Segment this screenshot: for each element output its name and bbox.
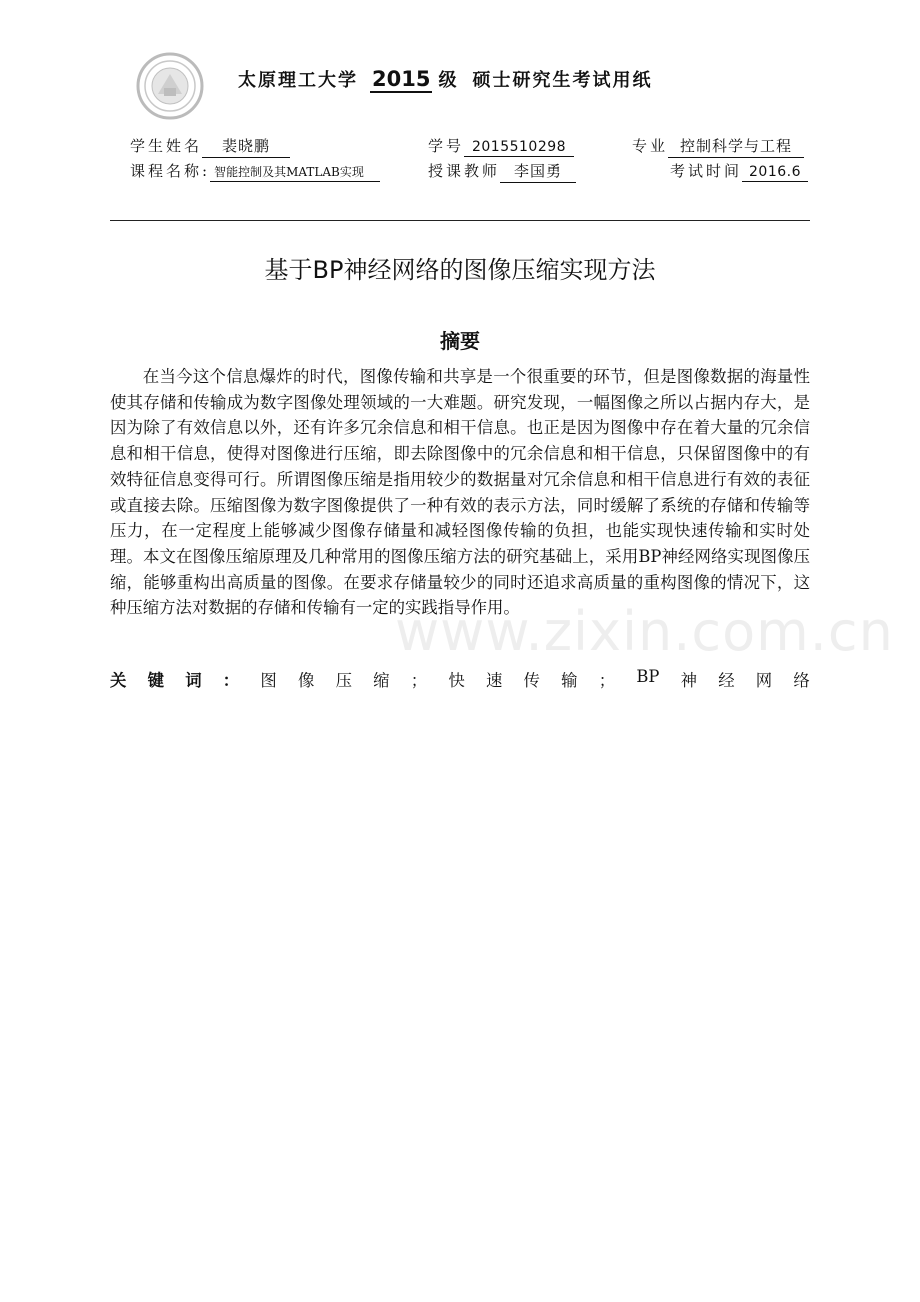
student-info-row <box>130 135 810 159</box>
student-name-value: 裴晓鹏 <box>202 135 290 158</box>
keyword-char: 经 <box>718 671 735 690</box>
admission-year: 2015 <box>372 67 431 91</box>
keyword-char: 输 <box>561 671 578 690</box>
keyword-char: 神 <box>680 671 697 690</box>
university-name: 太原理工大学 <box>238 70 358 91</box>
exam-paper-header <box>238 66 652 100</box>
grade-suffix: 级 <box>438 70 459 91</box>
major-value: 控制科学与工程 <box>668 135 804 158</box>
keyword-char: 网 <box>755 671 773 690</box>
teacher-value: 李国勇 <box>500 160 576 183</box>
keyword-char: 速 <box>485 671 503 690</box>
keyword-char: 快 <box>448 671 465 690</box>
major-field <box>632 135 804 158</box>
watermark: www.zixin.com.cn <box>395 600 894 663</box>
teacher-label: 授课教师 <box>428 162 501 180</box>
course-value: 智能控制及其MATLAB实现 <box>210 163 380 182</box>
exam-time-value: 2016.6 <box>742 164 808 182</box>
university-seal-logo <box>136 52 204 120</box>
keywords-line <box>110 667 810 693</box>
keywords-label-char: 词 <box>185 671 202 690</box>
keyword-separator: ； <box>410 671 428 690</box>
keyword-char: 缩 <box>373 671 390 690</box>
student-id-field <box>428 135 574 157</box>
course-info-row <box>130 160 810 184</box>
student-id-value: 2015510298 <box>464 139 574 157</box>
keyword-char: 络 <box>793 671 810 690</box>
student-id-label: 学号 <box>428 137 465 155</box>
keyword-char: 压 <box>335 671 352 690</box>
exam-time-field <box>670 160 808 182</box>
student-name-label: 学生姓名 <box>130 137 203 155</box>
keywords-label-char: 键 <box>147 671 164 690</box>
keyword-separator: ； <box>598 671 616 690</box>
header-divider <box>110 220 810 221</box>
teacher-field <box>428 160 576 183</box>
keyword-char: BP <box>636 667 660 686</box>
course-label: 课程名称: <box>130 162 211 180</box>
keywords-label-char: 关 <box>110 671 127 690</box>
abstract-body: 在当今这个信息爆炸的时代，图像传输和共享是一个很重要的环节，但是图像数据的海量性使其存储和传输成为数字图像处理领域的一大难题。研究发现，一幅图像之所以占据内存大，是因为除了有效信息以外，还有许多冗余信息和相干信息。也正是因为图像中存在着大量的冗余信息和相干信息，使得对图像进行压缩，即去除图像中的冗余信息和相干信息，只保留图像中的有效特征信息变得可行。所谓图像压缩是指用较少的数据量对冗余信息和相干信息进行有效的表征或直接去除。压缩图像为数字图像提供了一种有效的表示方法，同时缓解了系统的存储和传输等压力，在一定程度上能够减少图像存储量和减轻图像传输的负担，也能实现快速传输和实时处理。本文在图像压缩原理及几种常用的图像压缩方法的研究基础上，采用BP神经网络实现图像压缩，能够重构出高质量的图像。在要求存储量较少的同时还追求高质量的重构图像的情况下，这种压缩方法对数据的存储和传输有一定的实践指导作用。 <box>110 367 810 618</box>
document-title: 基于BP神经网络的图像压缩实现方法 <box>264 256 656 284</box>
keyword-char: 像 <box>297 671 315 690</box>
exam-time-label: 考试时间 <box>670 162 743 180</box>
keyword-char: 图 <box>260 671 277 690</box>
keywords-colon: ： <box>222 671 240 690</box>
paper-type: 硕士研究生考试用纸 <box>472 70 653 91</box>
keyword-char: 传 <box>523 671 540 690</box>
abstract-heading: 摘要 <box>440 329 480 353</box>
course-field <box>130 160 380 182</box>
major-label: 专业 <box>632 137 669 155</box>
student-name-field <box>130 135 290 158</box>
